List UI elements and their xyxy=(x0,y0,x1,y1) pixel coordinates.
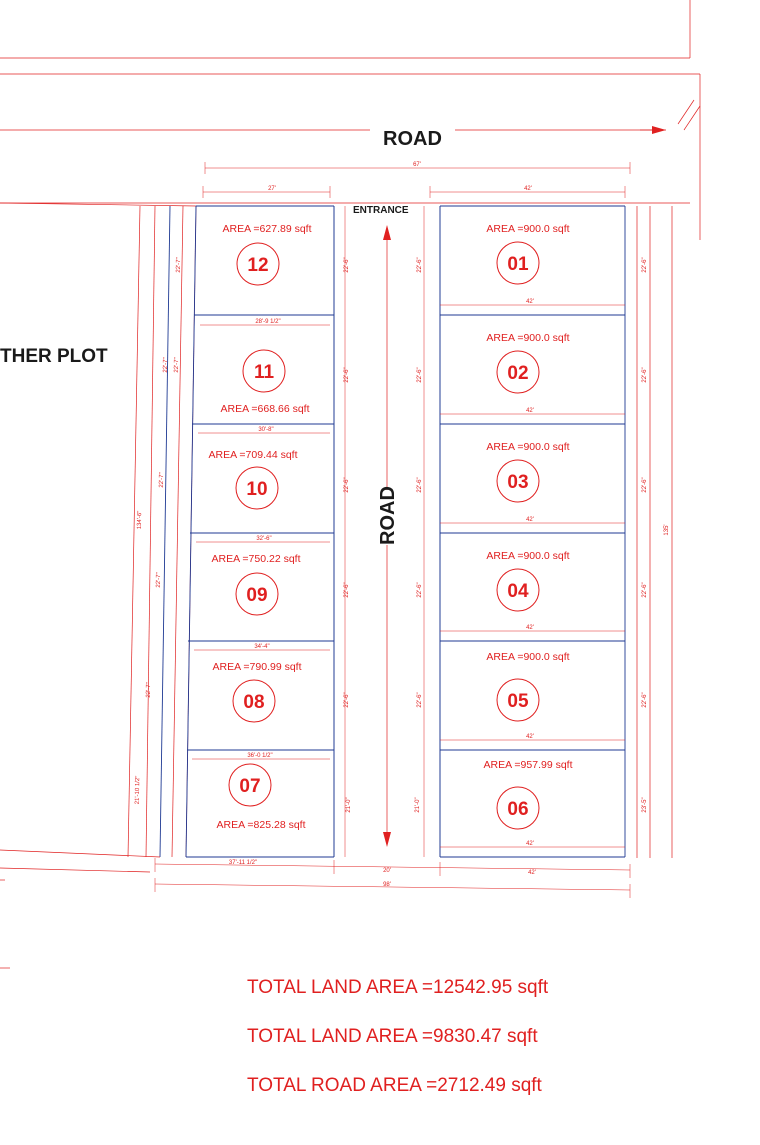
dim-top-left-span: 27' xyxy=(268,186,276,192)
lot-06[interactable] xyxy=(483,759,572,829)
dim-right-outer: 135' xyxy=(664,524,670,536)
dim-road-r5: 22'-6" xyxy=(417,692,423,708)
lot-09[interactable] xyxy=(211,553,300,615)
dim-lot-11-width: 28'-9 1/2" xyxy=(255,319,281,325)
lot-01-area: AREA =900.0 sqft xyxy=(486,223,570,235)
lot-06-number: 06 xyxy=(507,799,529,820)
dim-left-inner-4: 22'-7" xyxy=(155,572,163,588)
lot-10[interactable] xyxy=(208,449,297,509)
lot-07-area: AREA =825.28 sqft xyxy=(216,819,306,831)
dim-lot-03-width: 42' xyxy=(526,517,534,523)
dim-lot-09-width: 32'-6" xyxy=(256,536,272,542)
dim-road-3: 22'-6" xyxy=(344,477,350,493)
lot-11-number: 11 xyxy=(253,362,275,383)
dim-lot-08-width: 34'-4" xyxy=(254,644,270,650)
lot-05[interactable] xyxy=(486,651,569,721)
lot-02-area: AREA =900.0 sqft xyxy=(486,332,570,344)
road-top-label: ROAD xyxy=(383,128,442,150)
lot-12[interactable] xyxy=(222,223,311,285)
dim-lot-04-width: 42' xyxy=(526,625,534,631)
dim-lot-01-height: 22'-6" xyxy=(642,257,648,273)
dim-lot-05-height: 22'-6" xyxy=(642,692,648,708)
dim-left-outer-1: 134'-6" xyxy=(136,510,144,530)
dim-left-inner-2b: 22'-7" xyxy=(173,357,181,373)
lot-03[interactable] xyxy=(486,441,569,502)
dim-lot-06-width: 42' xyxy=(526,841,534,847)
total-road-area: TOTAL ROAD AREA =2712.49 sqft xyxy=(247,1075,542,1096)
lot-02[interactable] xyxy=(486,332,569,393)
other-plot-label: THER PLOT xyxy=(0,346,108,367)
total-land-area-gross: TOTAL LAND AREA =12542.95 sqft xyxy=(247,977,549,998)
dim-road-6: 21'-0" xyxy=(346,797,352,813)
dim-bottom-center-span: 20' xyxy=(383,868,391,874)
dim-road-1: 22'-6" xyxy=(344,257,350,273)
lot-07-number: 07 xyxy=(239,776,261,797)
dim-lot-02-height: 22'-6" xyxy=(642,367,648,383)
dim-lot-06-height: 23'-5" xyxy=(642,797,648,813)
dim-bottom-right-span: 42' xyxy=(528,870,536,876)
lot-10-number: 10 xyxy=(246,479,268,500)
dim-road-5: 22'-6" xyxy=(344,692,350,708)
lot-01[interactable] xyxy=(486,223,569,284)
dim-lot-03-height: 22'-6" xyxy=(642,477,648,493)
dim-top-right-span: 42' xyxy=(524,186,532,192)
lot-11[interactable] xyxy=(220,350,309,415)
dim-left-inner-1: 22'-7" xyxy=(175,257,183,273)
dim-bottom-left-span: 37'-11 1/2" xyxy=(228,860,258,866)
dim-lot-01-width: 42' xyxy=(526,299,534,305)
dim-road-r2: 22'-6" xyxy=(417,367,423,383)
top-road-lines xyxy=(0,0,700,240)
lot-09-area: AREA =750.22 sqft xyxy=(211,553,301,565)
lot-03-area: AREA =900.0 sqft xyxy=(486,441,570,453)
lot-06-area: AREA =957.99 sqft xyxy=(483,759,573,771)
left-outer-dimensions xyxy=(135,257,182,804)
lot-08-area: AREA =790.99 sqft xyxy=(212,661,302,673)
dim-left-outer-2: 21'-10 1/2" xyxy=(134,775,142,805)
lot-07[interactable] xyxy=(216,764,305,831)
dim-road-r6: 21'-0" xyxy=(415,797,421,813)
lot-03-number: 03 xyxy=(507,472,529,493)
lot-05-number: 05 xyxy=(507,691,529,712)
left-boundary-lines xyxy=(0,203,196,857)
dim-lot-04-height: 22'-6" xyxy=(642,582,648,598)
lot-01-number: 01 xyxy=(507,254,529,275)
dim-bottom-overall: 98' xyxy=(383,882,391,888)
lot-10-area: AREA =709.44 sqft xyxy=(208,449,298,461)
lot-04-area: AREA =900.0 sqft xyxy=(486,550,570,562)
dim-top-overall: 67' xyxy=(413,162,421,168)
road-direction-arrow-icon xyxy=(640,126,666,134)
bottom-dimension-chain xyxy=(0,858,630,968)
dim-lot-07-width: 36'-0 1/2" xyxy=(247,753,273,759)
total-land-area-net: TOTAL LAND AREA =9830.47 sqft xyxy=(247,1026,538,1047)
dim-road-r3: 22'-6" xyxy=(417,477,423,493)
dim-left-inner-3: 22'-7" xyxy=(158,472,166,488)
dim-lot-10-width: 30'-8" xyxy=(258,427,274,433)
dim-road-r4: 22'-6" xyxy=(417,582,423,598)
lot-09-number: 09 xyxy=(246,585,268,606)
dim-road-r1: 22'-6" xyxy=(417,257,423,273)
lot-08[interactable] xyxy=(212,661,301,722)
dim-lot-05-width: 42' xyxy=(526,734,534,740)
dim-left-inner-5: 22'-7" xyxy=(145,682,153,698)
lot-04-number: 04 xyxy=(507,581,529,602)
top-dimension-chain xyxy=(203,162,630,198)
lot-12-area: AREA =627.89 sqft xyxy=(222,223,312,235)
dim-left-inner-2: 22'-7" xyxy=(162,357,170,373)
lot-11-area: AREA =668.66 sqft xyxy=(220,403,310,415)
lot-04[interactable] xyxy=(486,550,569,611)
road-center-label: ROAD xyxy=(377,486,399,545)
entrance-label: ENTRANCE xyxy=(353,205,409,216)
lot-12-number: 12 xyxy=(247,255,269,276)
left-lot-block xyxy=(186,206,334,857)
lot-02-number: 02 xyxy=(507,363,529,384)
dim-lot-02-width: 42' xyxy=(526,408,534,414)
dim-road-4: 22'-6" xyxy=(344,582,350,598)
dim-road-2: 22'-6" xyxy=(344,367,350,383)
lot-08-number: 08 xyxy=(243,692,265,713)
lot-05-area: AREA =900.0 sqft xyxy=(486,651,570,663)
